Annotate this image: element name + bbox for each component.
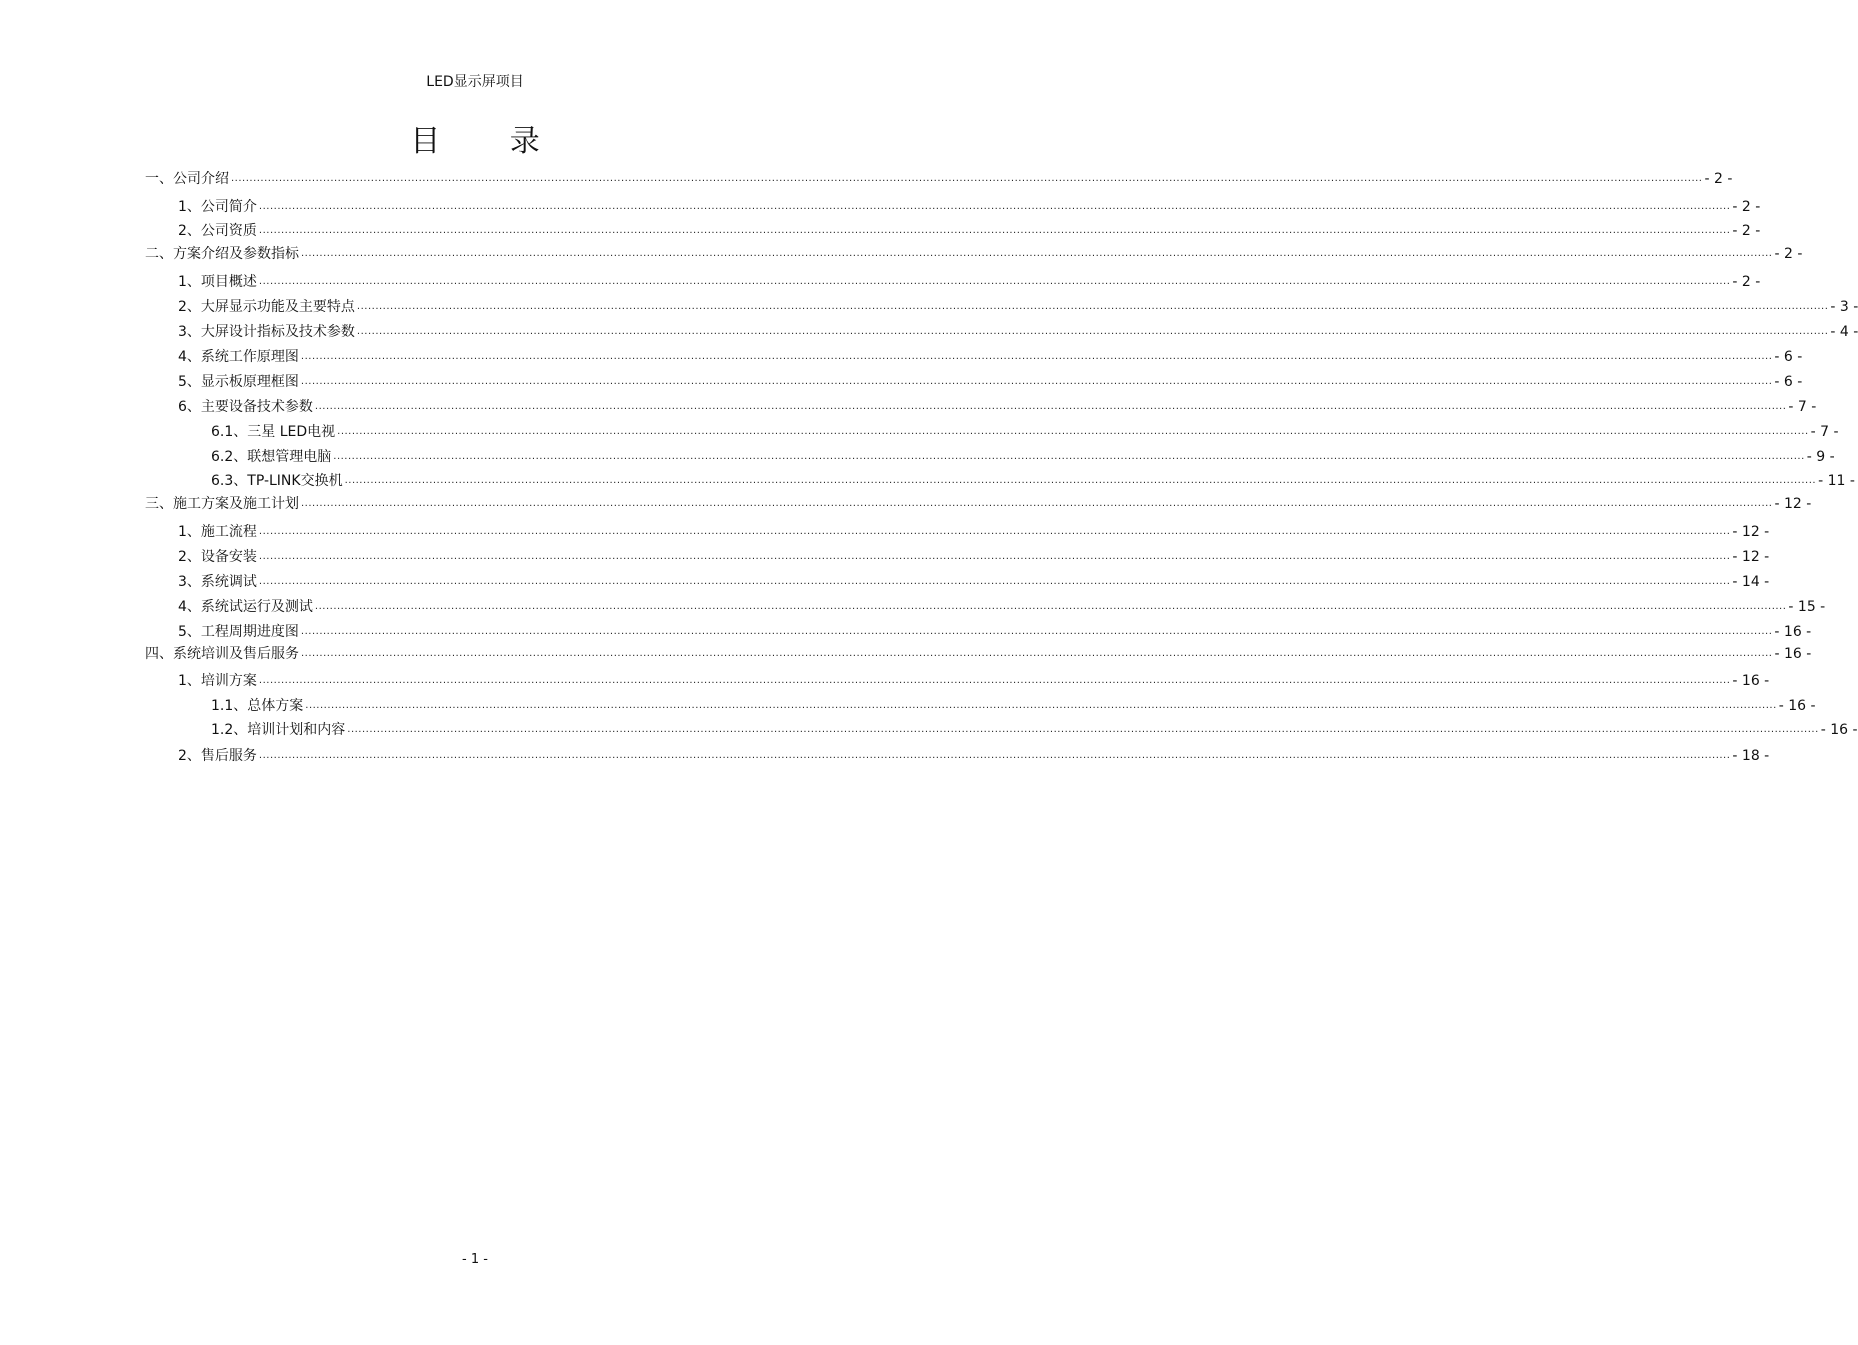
toc-entry[interactable] bbox=[145, 493, 1812, 513]
toc-dot-leader: ................................................................................................................................................................................................................................................................................................................................................................................................................ bbox=[301, 648, 1773, 659]
toc-entry-label: 2、售后服务 bbox=[178, 748, 257, 764]
toc-entry-page: - 2 - bbox=[1732, 274, 1761, 290]
toc-entry-label: 6.3、TP-LINK交换机 bbox=[211, 473, 343, 489]
toc-entry-label: 二、方案介绍及参数指标 bbox=[145, 246, 299, 262]
toc-entry[interactable] bbox=[211, 695, 1816, 715]
toc-entry[interactable] bbox=[178, 220, 1761, 240]
toc-dot-leader: ................................................................................................................................................................................................................................................................................................................................................................................................................ bbox=[356, 301, 1829, 312]
toc-entry-label: 6.1、三星 LED电视 bbox=[211, 424, 336, 440]
toc-entry-page: - 12 - bbox=[1732, 524, 1770, 540]
toc-dot-leader: ................................................................................................................................................................................................................................................................................................................................................................................................................ bbox=[258, 551, 1731, 562]
toc-entry-page: - 16 - bbox=[1820, 722, 1858, 738]
toc-entry[interactable] bbox=[145, 243, 1803, 263]
toc-entry[interactable] bbox=[178, 670, 1770, 690]
toc-title: 目 录 bbox=[410, 124, 570, 159]
toc-entry-page: - 9 - bbox=[1806, 449, 1835, 465]
toc-dot-leader: ................................................................................................................................................................................................................................................................................................................................................................................................................ bbox=[258, 276, 1731, 287]
toc-dot-leader: ................................................................................................................................................................................................................................................................................................................................................................................................................ bbox=[333, 451, 1805, 462]
toc-entry[interactable] bbox=[211, 719, 1858, 739]
toc-dot-leader: ................................................................................................................................................................................................................................................................................................................................................................................................................ bbox=[258, 225, 1731, 236]
toc-entry-label: 6.2、联想管理电脑 bbox=[211, 449, 332, 465]
toc-entry[interactable] bbox=[178, 296, 1858, 316]
toc-dot-leader: ................................................................................................................................................................................................................................................................................................................................................................................................................ bbox=[314, 401, 1787, 412]
toc-entry[interactable] bbox=[178, 521, 1770, 541]
toc-entry-page: - 16 - bbox=[1774, 646, 1812, 662]
toc-dot-leader: ................................................................................................................................................................................................................................................................................................................................................................................................................ bbox=[258, 750, 1731, 761]
toc-entry[interactable] bbox=[178, 321, 1858, 341]
toc-entry-label: 2、设备安装 bbox=[178, 549, 257, 565]
toc-dot-leader: ................................................................................................................................................................................................................................................................................................................................................................................................................ bbox=[305, 700, 1777, 711]
toc-entry-label: 3、大屏设计指标及技术参数 bbox=[178, 324, 355, 340]
toc-dot-leader: ................................................................................................................................................................................................................................................................................................................................................................................................................ bbox=[258, 576, 1731, 587]
toc-entry-label: 1、培训方案 bbox=[178, 673, 257, 689]
toc-dot-leader: ................................................................................................................................................................................................................................................................................................................................................................................................................ bbox=[300, 626, 1773, 637]
toc-entry-page: - 7 - bbox=[1810, 424, 1839, 440]
toc-entry-page: - 16 - bbox=[1732, 673, 1770, 689]
toc-entry[interactable] bbox=[211, 470, 1855, 490]
toc-dot-leader: ................................................................................................................................................................................................................................................................................................................................................................................................................ bbox=[300, 351, 1773, 362]
toc-entry[interactable] bbox=[211, 421, 1839, 441]
toc-entry-label: 三、施工方案及施工计划 bbox=[145, 496, 299, 512]
toc-entry[interactable] bbox=[178, 571, 1770, 591]
toc-entry-label: 4、系统试运行及测试 bbox=[178, 599, 313, 615]
toc-entry[interactable] bbox=[178, 596, 1826, 616]
toc-entry[interactable] bbox=[211, 446, 1835, 466]
toc-entry-label: 1.1、总体方案 bbox=[211, 698, 304, 714]
toc-entry-label: 6、主要设备技术参数 bbox=[178, 399, 313, 415]
toc-entry-page: - 16 - bbox=[1778, 698, 1816, 714]
toc-dot-leader: ................................................................................................................................................................................................................................................................................................................................................................................................................ bbox=[347, 724, 1819, 735]
toc-entry[interactable] bbox=[178, 745, 1770, 765]
toc-dot-leader: ................................................................................................................................................................................................................................................................................................................................................................................................................ bbox=[301, 248, 1773, 259]
toc-entry-page: - 12 - bbox=[1774, 496, 1812, 512]
toc-entry[interactable] bbox=[145, 168, 1733, 188]
toc-entry-page: - 12 - bbox=[1732, 549, 1770, 565]
page-number: - 1 - bbox=[462, 1252, 488, 1267]
toc-entry[interactable] bbox=[178, 546, 1770, 566]
toc-entry-page: - 18 - bbox=[1732, 748, 1770, 764]
toc-entry-page: - 6 - bbox=[1774, 374, 1803, 390]
toc-dot-leader: ................................................................................................................................................................................................................................................................................................................................................................................................................ bbox=[258, 526, 1731, 537]
toc-dot-leader: ................................................................................................................................................................................................................................................................................................................................................................................................................ bbox=[337, 426, 1809, 437]
toc-entry-label: 2、公司资质 bbox=[178, 223, 257, 239]
toc-dot-leader: ................................................................................................................................................................................................................................................................................................................................................................................................................ bbox=[231, 173, 1703, 184]
toc-dot-leader: ................................................................................................................................................................................................................................................................................................................................................................................................................ bbox=[258, 675, 1731, 686]
toc-entry-label: 1、公司简介 bbox=[178, 199, 257, 215]
toc-entry-label: 5、工程周期进度图 bbox=[178, 624, 299, 640]
toc-entry-page: - 3 - bbox=[1830, 299, 1858, 315]
toc-entry-page: - 2 - bbox=[1704, 171, 1733, 187]
toc-entry[interactable] bbox=[178, 271, 1761, 291]
toc-dot-leader: ................................................................................................................................................................................................................................................................................................................................................................................................................ bbox=[344, 475, 1817, 486]
toc-entry-label: 1.2、培训计划和内容 bbox=[211, 722, 346, 738]
toc-entry-page: - 4 - bbox=[1830, 324, 1858, 340]
toc-entry[interactable] bbox=[178, 371, 1803, 391]
toc-entry-label: 5、显示板原理框图 bbox=[178, 374, 299, 390]
toc-dot-leader: ................................................................................................................................................................................................................................................................................................................................................................................................................ bbox=[314, 601, 1787, 612]
toc-entry-page: - 14 - bbox=[1732, 574, 1770, 590]
toc-entry[interactable] bbox=[178, 346, 1803, 366]
toc-entry[interactable] bbox=[178, 621, 1812, 641]
toc-dot-leader: ................................................................................................................................................................................................................................................................................................................................................................................................................ bbox=[300, 376, 1773, 387]
toc-entry-label: 四、系统培训及售后服务 bbox=[145, 646, 299, 662]
toc-entry-page: - 7 - bbox=[1788, 399, 1817, 415]
toc-entry-label: 1、施工流程 bbox=[178, 524, 257, 540]
toc-dot-leader: ................................................................................................................................................................................................................................................................................................................................................................................................................ bbox=[301, 498, 1773, 509]
toc-entry-page: - 2 - bbox=[1732, 199, 1761, 215]
toc-entry-label: 3、系统调试 bbox=[178, 574, 257, 590]
toc-entry-page: - 2 - bbox=[1732, 223, 1761, 239]
toc-entry-page: - 2 - bbox=[1774, 246, 1803, 262]
running-header: LED显示屏项目 bbox=[426, 74, 524, 90]
toc-entry[interactable] bbox=[178, 196, 1761, 216]
toc-dot-leader: ................................................................................................................................................................................................................................................................................................................................................................................................................ bbox=[258, 201, 1731, 212]
toc-dot-leader: ................................................................................................................................................................................................................................................................................................................................................................................................................ bbox=[356, 326, 1829, 337]
toc-entry-page: - 16 - bbox=[1774, 624, 1812, 640]
toc-entry[interactable] bbox=[145, 643, 1812, 663]
toc-entry-page: - 6 - bbox=[1774, 349, 1803, 365]
toc-entry-label: 一、公司介绍 bbox=[145, 171, 229, 187]
toc-entry-page: - 15 - bbox=[1788, 599, 1826, 615]
toc-entry-page: - 11 - bbox=[1818, 473, 1855, 489]
toc-entry-label: 1、项目概述 bbox=[178, 274, 257, 290]
toc-entry[interactable] bbox=[178, 396, 1817, 416]
toc-entry-label: 2、大屏显示功能及主要特点 bbox=[178, 299, 355, 315]
toc-entry-label: 4、系统工作原理图 bbox=[178, 349, 299, 365]
